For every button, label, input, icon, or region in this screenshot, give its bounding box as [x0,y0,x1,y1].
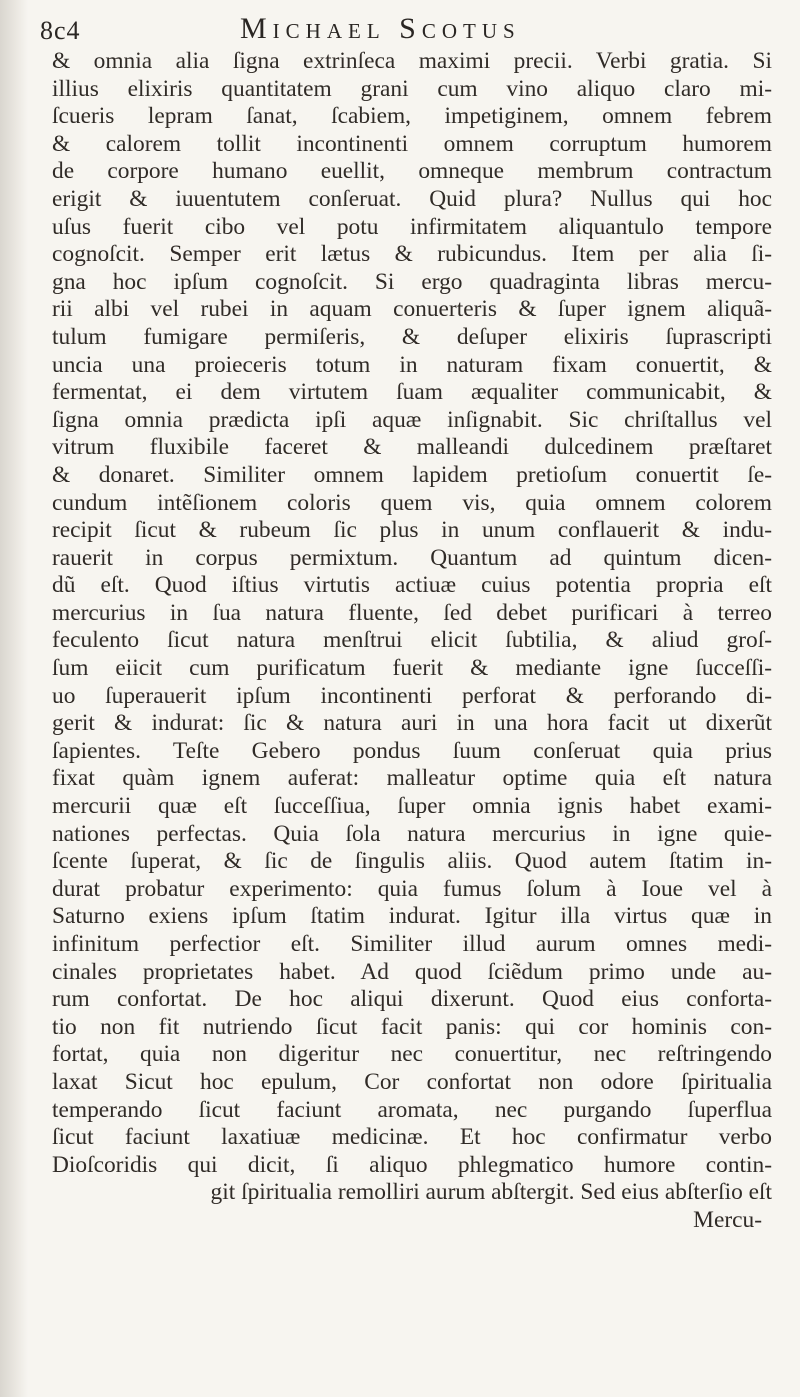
text-line: laxat Sicut hoc epulum, Cor confortat non odore ſpiritualia [52,1068,772,1095]
page-number: 8c4 [40,16,81,45]
text-line: gerit & indurat: ſic & natura auri in una hora facit ut dixerũt [52,710,772,737]
text-line: ſapientes. Teſte Gebero pondus ſuum conſeruat quia prius [52,737,772,764]
text-line: rauerit in corpus permixtum. Quantum ad quintum dicen- [52,544,772,571]
text-line: mercurii quæ eſt ſucceſſiua, ſuper omnia ignis habet exami- [52,793,772,820]
text-line: rii albi vel rubei in aquam conuerteris & ſuper ignem aliquã- [52,296,772,323]
catchword: Mercu- [693,1206,762,1233]
text-line: ſcente ſuperat, & ſic de ſingulis aliis. Quod autem ſtatim in- [52,848,772,875]
text-line: git ſpiritualia remolliri aurum abſtergit. Sed eius abſterſio eſt [210,1179,772,1206]
text-line: mercurius in ſua natura fluente, ſed debet purificari à terreo [52,599,772,626]
text-line: fixat quàm ignem auferat: malleatur optime quia eſt natura [52,765,772,792]
text-line: vitrum fluxibile faceret & malleandi dulcedinem præſtaret [52,434,772,461]
text-line: temperando ſicut faciunt aromata, nec purgando ſuperflua [52,1096,772,1123]
text-line: dũ eſt. Quod iſtius virtutis actiuæ cuius potentia propria eſt [52,572,772,599]
text-line: uo ſuperauerit ipſum incontinenti perforat & perforando di- [52,682,772,709]
text-line: Saturno exiens ipſum ſtatim indurat. Igitur illa virtus quæ in [52,903,772,930]
text-line: fortat, quia non digeritur nec conuertitur, nec reſtringendo [52,1041,772,1068]
text-line: gna hoc ipſum cognoſcit. Si ergo quadraginta libras mercu- [52,268,772,295]
text-line: & calorem tollit incontinenti omnem corruptum humorem [52,130,772,157]
text-line: recipit ſicut & rubeum ſic plus in unum conflauerit & indu- [52,517,772,544]
text-line: tulum fumigare permiſeris, & deſuper elixiris ſuprascripti [52,323,772,350]
text-line: ſigna omnia prædicta ipſi aquæ inſignabit. Sic chriſtallus vel [52,406,772,433]
text-line: illius elixiris quantitatem grani cum vino aliquo claro mi- [52,75,772,102]
text-line: ſicut faciunt laxatiuæ medicinæ. Et hoc confirmatur verbo [52,1124,772,1151]
page-header [40,10,760,50]
text-line: de corpore humano euellit, omneque membrum contractum [52,158,772,185]
text-line: uncia una proieceris totum in naturam fixam conuertit, & [52,351,772,378]
body-text [52,48,772,1235]
running-head: Michael Scotus [240,12,521,45]
text-line: & omnia alia ſigna extrinſeca maximi precii. Verbi gratia. Si [52,48,772,74]
text-line: tio non fit nutriendo ſicut facit panis: qui cor hominis con- [52,1013,772,1040]
text-line: rum confortat. De hoc aliqui dixerunt. Quod eius conforta- [52,986,772,1013]
text-line: cognoſcit. Semper erit lætus & rubicundus. Item per alia ſi- [52,241,772,268]
text-line: feculento ſicut natura menſtrui elicit ſubtilia, & aliud groſ- [52,627,772,654]
text-line: uſus fuerit cibo vel potu infirmitatem aliquantulo tempore [52,213,772,240]
text-line: erigit & iuuentutem conſeruat. Quid plura? Nullus qui hoc [52,185,772,212]
text-line: cundum intẽſionem coloris quem vis, quia omnem colorem [52,489,772,516]
page-gutter-shadow [0,0,28,1397]
text-line: fermentat, ei dem virtutem ſuam æqualiter communicabit, & [52,379,772,406]
text-line: durat probatur experimento: quia fumus ſolum à Ioue vel à [52,875,772,902]
text-line: cinales proprietates habet. Ad quod ſciẽdum primo unde au- [52,958,772,985]
text-line: nationes perfectas. Quia ſola natura mercurius in igne quie- [52,820,772,847]
text-line: Dioſcoridis qui dicit, ſi aliquo phlegmatico humore contin- [52,1151,772,1178]
text-line: ſcueris lepram ſanat, ſcabiem, impetiginem, omnem febrem [52,103,772,130]
text-line: ſum eiicit cum purificatum fuerit & mediante igne ſucceſſi- [52,655,772,682]
text-line: & donaret. Similiter omnem lapidem pretioſum conuertit ſe- [52,461,772,488]
text-line: infinitum perfectior eſt. Similiter illud aurum omnes medi- [52,931,772,957]
